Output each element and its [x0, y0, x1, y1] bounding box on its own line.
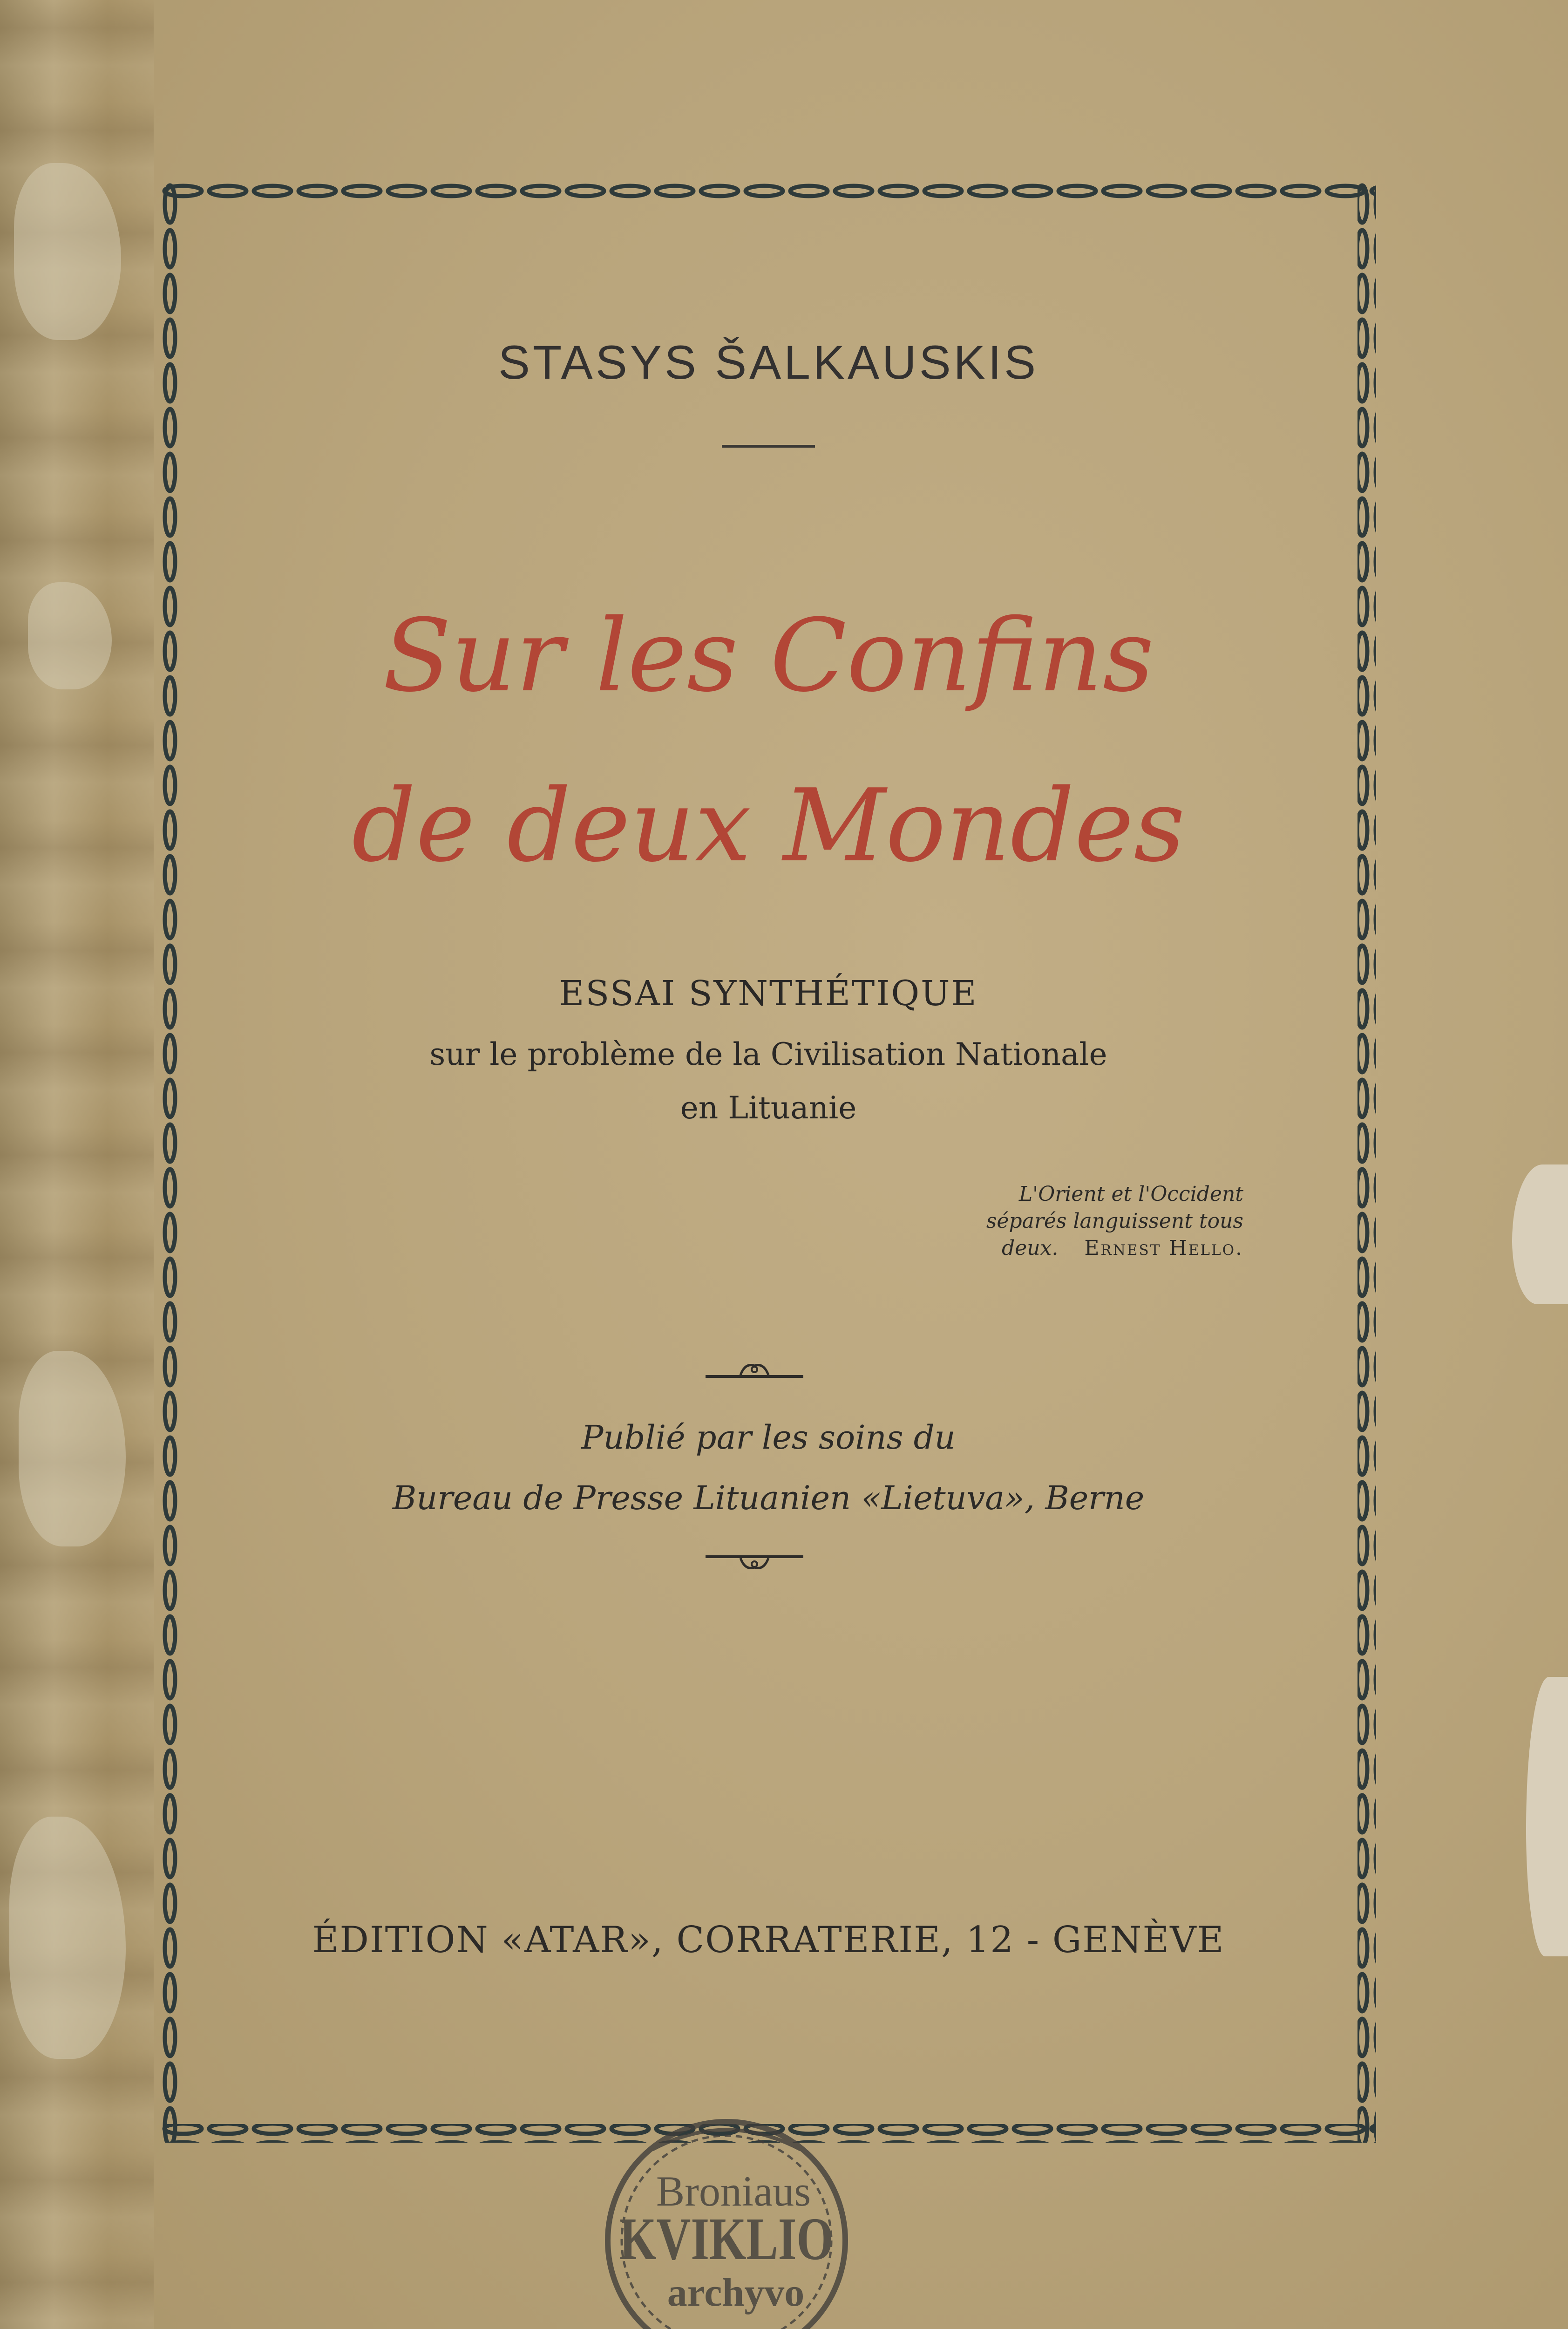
epigraph-line2: séparés languissent tous [986, 1209, 1243, 1233]
stamp-line3: archyvo [667, 2270, 805, 2315]
ornament-divider-icon [703, 1355, 806, 1383]
author-rule [722, 445, 815, 448]
paper-tear [1526, 1677, 1568, 1956]
chain-border [161, 182, 1376, 2143]
archive-stamp [582, 2105, 871, 2329]
stamp-line2: KVIKLIO [619, 2206, 834, 2273]
book-title-line2: de deux Mondes [352, 767, 1185, 884]
publisher-line2: Bureau de Presse Lituanien «Lietuva», Berne [392, 1479, 1145, 1517]
author-name: STASYS ŠALKAUSKIS [498, 336, 1039, 389]
epigraph-line3: deux. [1002, 1236, 1059, 1260]
subtitle-line2: sur le problème de la Civilisation Nationale [429, 1036, 1107, 1072]
edition-imprint: ÉDITION «ATAR», CORRATERIE, 12 - GENÈVE [312, 1919, 1225, 1961]
epigraph-attribution: Ernest Hello. [1084, 1236, 1243, 1260]
epigraph-line3-row [908, 1235, 1243, 1262]
book-title-line1: Sur les Confins [382, 597, 1154, 714]
subtitle-line1: ESSAI SYNTHÉTIQUE [559, 974, 978, 1014]
epigraph-line1: L'Orient et l'Occident [1018, 1182, 1243, 1206]
subtitle-line3: en Lituanie [680, 1090, 857, 1126]
paper-tear [1512, 1164, 1568, 1304]
epigraph [908, 1181, 1243, 1262]
publisher-line1: Publié par les soins du [581, 1418, 956, 1457]
ornament-divider-icon [703, 1551, 806, 1579]
stamp-line1: Broniaus [656, 2167, 811, 2215]
